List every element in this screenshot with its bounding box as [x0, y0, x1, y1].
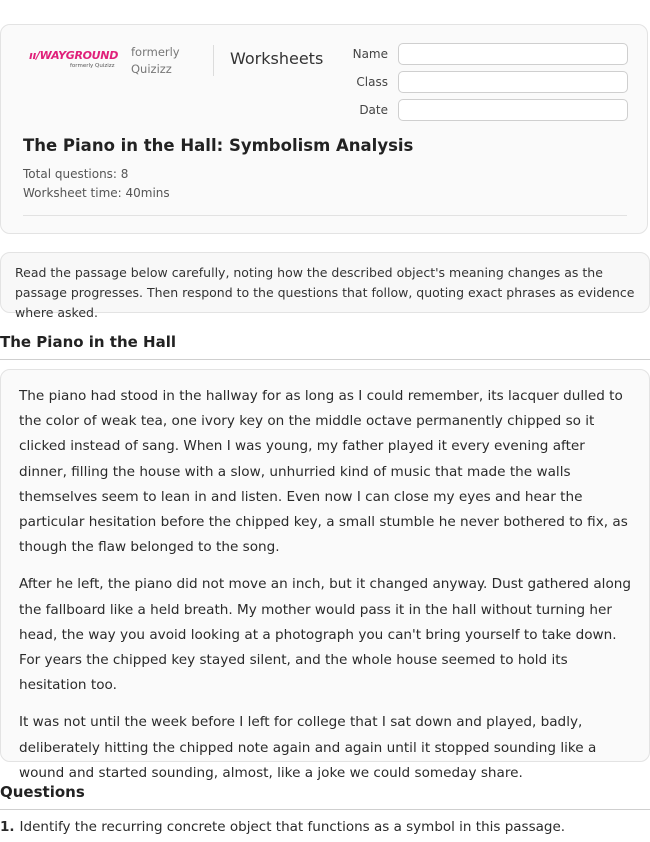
logo-subtext: formerly Quizizz [70, 63, 115, 69]
name-field-row [348, 43, 628, 65]
name-input[interactable] [398, 43, 628, 65]
passage-paragraph: After he left, the piano did not move an inch, but it changed anyway. Dust gathered along the fallboard like a held breath. My mother would pass it in the hall without turning her head, the way you avoid looking at a photograph you can't bring yourself to take down. For years the chipped key stayed silent, and the whole house seemed to hold its hesitation too. [19, 576, 632, 694]
question-number: 1. [0, 819, 15, 835]
logo-glyph-icon: ıı/ [29, 49, 40, 62]
questions-heading-rule [0, 809, 650, 810]
logo-wordmark: ıı/WAYGROUND [29, 49, 119, 62]
class-label: Class [356, 75, 388, 89]
worksheet-title: The Piano in the Hall: Symbolism Analysis [23, 136, 414, 155]
formerly-label: formerly Quizizz [131, 45, 180, 76]
date-input[interactable] [398, 99, 628, 121]
name-label: Name [352, 47, 388, 61]
passage-paragraph: The piano had stood in the hallway for as long as I could remember, its lacquer dulled to the color of weak tea, one ivory key on the middle octave permanently chipped so it clicked instead of sang. When I was young, my father played it every evening after dinner, filling the house with a slow, unhurried kind of music that made the walls themselves seem to lean in and listen. Even now I can close my eyes and hear the particular hesitation before the chipped key, a small stumble he never bothered to fix, as though the flaw belonged to the song. [19, 388, 628, 556]
questions-heading: Questions [0, 783, 85, 801]
passage-box [0, 369, 650, 781]
header-rule [23, 215, 627, 216]
instructions-box: Read the passage below carefully, noting how the described object's meaning changes as the passage progresses. Then respond to the questions that follow, quoting exact phrases as evidence where asked. [0, 252, 650, 313]
date-field-row [348, 99, 628, 121]
worksheet-meta [23, 165, 170, 203]
passage-heading: The Piano in the Hall [0, 333, 177, 351]
class-input[interactable] [398, 71, 628, 93]
date-label: Date [359, 103, 388, 117]
worksheet-time: Worksheet time: 40mins [23, 186, 170, 200]
question-text: Identify the recurring concrete object that functions as a symbol in this passage. [19, 819, 566, 835]
total-questions: Total questions: 8 [23, 167, 129, 181]
wayground-logo [29, 49, 119, 73]
passage-paragraph: It was not until the week before I left for college that I sat down and played, badly, deliberately hitting the chipped note again and again until it stopped sounding like a wound and started sounding, almost, like a joke we could someday share. [19, 714, 597, 781]
section-label: Worksheets [230, 49, 324, 68]
question-item [0, 819, 565, 835]
header-divider [213, 45, 214, 76]
class-field-row [348, 71, 628, 93]
passage-heading-rule [0, 359, 650, 360]
